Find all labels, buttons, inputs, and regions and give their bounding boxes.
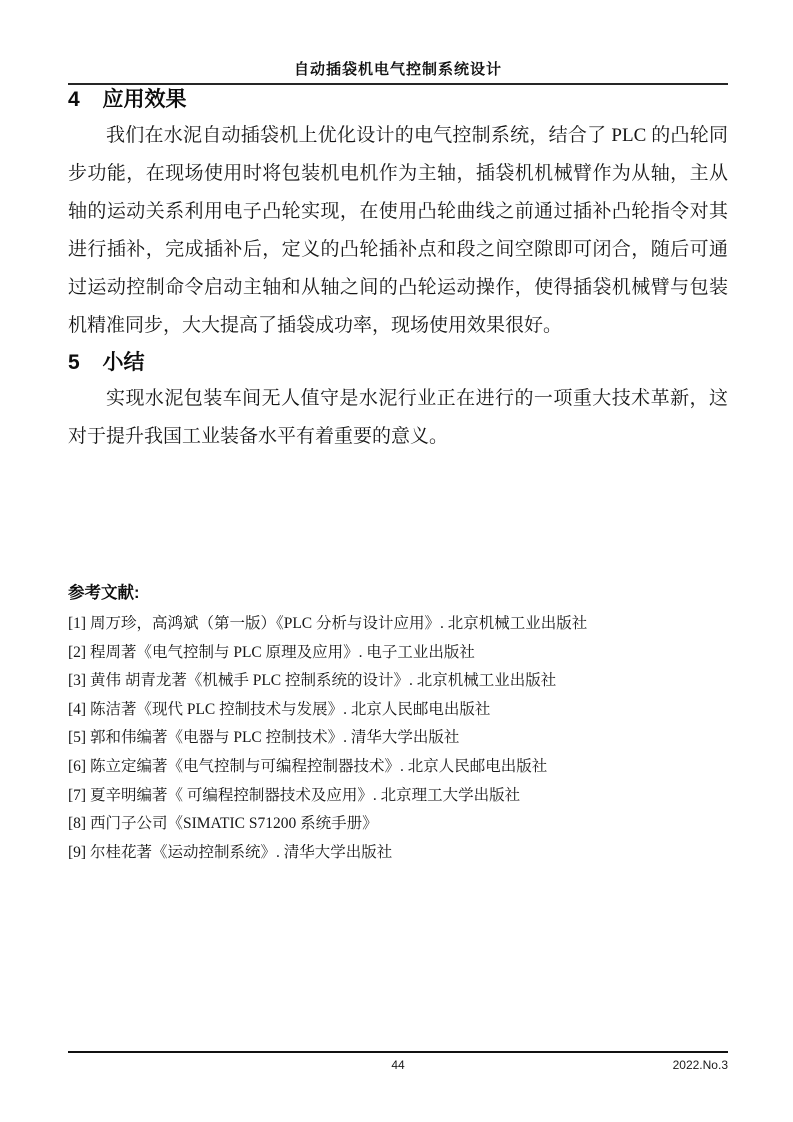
footer-rule — [68, 1051, 728, 1053]
page-content — [68, 88, 728, 867]
section-heading-5 — [68, 351, 728, 375]
reference-item-8: [8] 西门子公司《SIMATIC S71200 系统手册》 — [68, 815, 378, 833]
section-4-title: 应用效果 — [102, 88, 187, 111]
reference-item-6: [6] 陈立定编著《电气控制与可编程控制器技术》. 北京人民邮电出版社 — [68, 757, 548, 775]
reference-item-1: [1] 周万珍，高鸿斌（第一版）《PLC 分析与设计应用》. 北京机械工业出版社 — [68, 615, 588, 632]
page-header — [68, 61, 728, 85]
issue-label: 2022.No.3 — [672, 1058, 728, 1072]
section-5-title: 小结 — [102, 351, 145, 374]
page-footer — [68, 1051, 728, 1074]
reference-item-9: [9] 尔桂花著《运动控制系统》. 清华大学出版社 — [68, 843, 393, 861]
running-head-title: 自动插袋机电气控制系统设计 — [293, 61, 502, 78]
reference-item-3: [3] 黄伟 胡青龙著《机械手 PLC 控制系统的设计》. 北京机械工业出版社 — [68, 672, 557, 690]
reference-item-5: [5] 郭和伟编著《电器与 PLC 控制技术》. 清华大学出版社 — [68, 729, 460, 747]
section-4-number: 4 — [68, 88, 80, 111]
references-heading: 参考文献: — [68, 584, 140, 602]
reference-item-2: [2] 程周著《电气控制与 PLC 原理及应用》. 电子工业出版社 — [68, 643, 475, 661]
reference-item-7: [7] 夏辛明编著《 可编程控制器技术及应用》. 北京理工大学出版社 — [68, 786, 521, 804]
references-section — [68, 582, 728, 867]
page-number: 44 — [391, 1058, 405, 1072]
section-4-paragraph: 我们在水泥自动插袋机上优化设计的电气控制系统，结合了 PLC 的凸轮同步功能，在现场使用时将包装机电机作为主轴，插袋机机械臂作为从轴，主从轴的运动关系利用电子凸轮实现，在使用凸轮曲线之前通过插补凸轮指令对其进行插补，完成插补后，定义的凸轮插补点和段之间空隙即可闭合，随后可通过运动控制命令启动主轴和从轴之间的凸轮运动操作，使得插袋机械臂与包装机精准同步，大大提高了插袋成功率，现场使用效果很好。 — [68, 125, 728, 336]
reference-item-4: [4] 陈洁著《现代 PLC 控制技术与发展》. 北京人民邮电出版社 — [68, 700, 491, 718]
footer-row — [68, 1058, 728, 1074]
section-5-number: 5 — [68, 351, 80, 374]
section-5-paragraph: 实现水泥包装车间无人值守是水泥行业正在进行的一项重大技术革新，这对于提升我国工业装备水平有着重要的意义。 — [68, 388, 728, 447]
section-heading-4 — [68, 88, 728, 112]
